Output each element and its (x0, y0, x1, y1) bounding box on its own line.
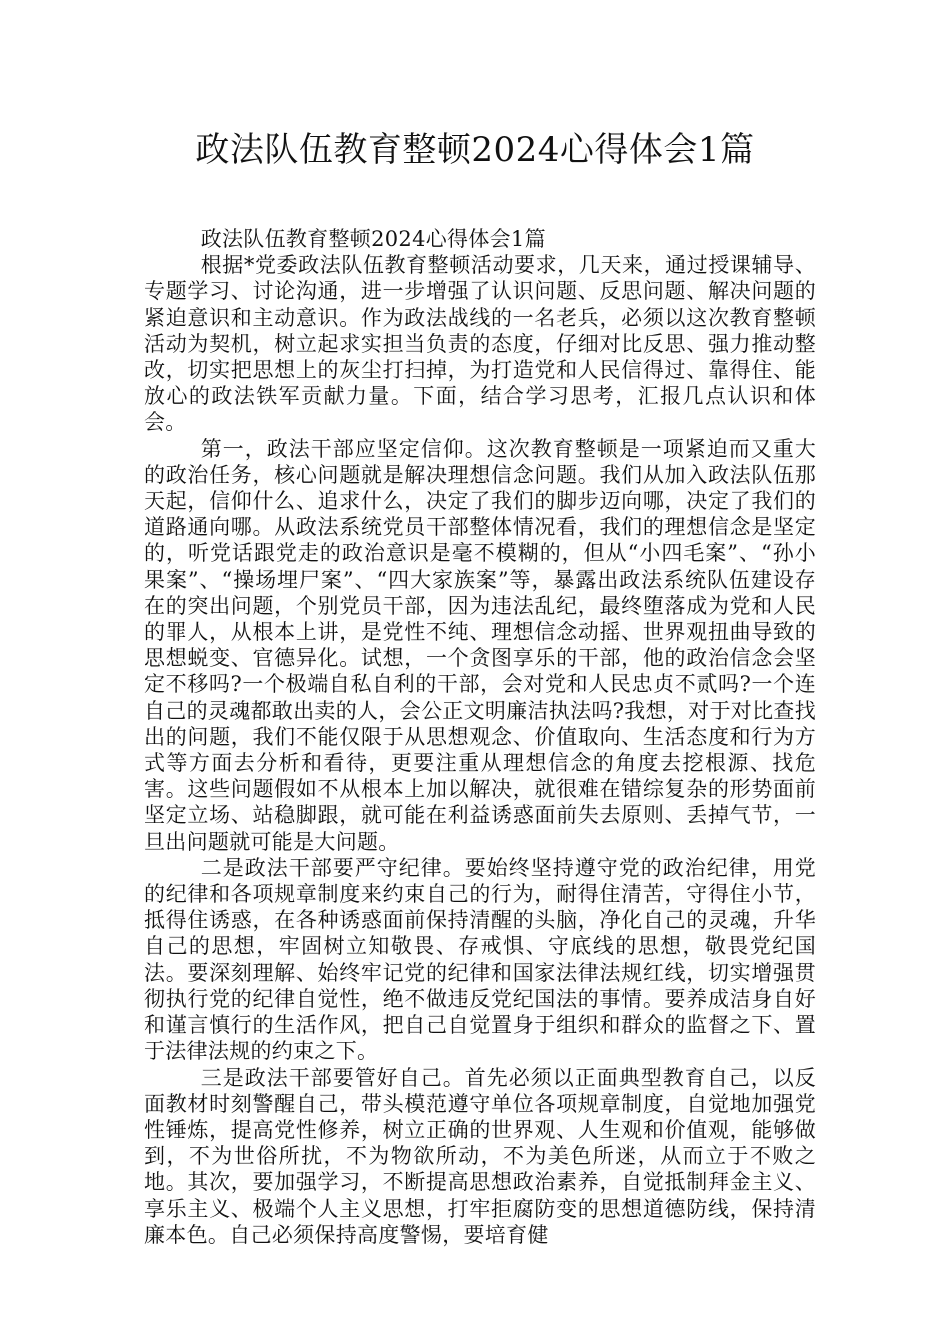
subtitle-paragraph: 政法队伍教育整顿2024心得体会1篇 (200, 227, 546, 251)
paragraph-second-point: 二是政法干部要严守纪律。要始终坚持遵守党的政治纪律，用党的纪律和各项规章制度来约束自己的行为，耐得住清苦，守得住小节，抵得住诱惑，在各种诱惑面前保持清醒的头脑，净化自己的灵魂，升华自己的思想，牢固树立知敬畏、存戒惧、守底线的思想，敬畏党纪国法。要深刻理解、始终牢记党的纪律和国家法律法规红线，切实增强贯彻执行党的纪律自觉性，绝不做违反党纪国法的事情。要养成洁身自好和谨言慎行的生活作风，把自己自觉置身于组织和群众的监督之下、置于法律法规的约束之下。 (144, 855, 816, 1064)
document-title: 政法队伍教育整顿2024心得体会1篇 (195, 130, 755, 170)
paragraph-third-point: 三是政法干部要管好自己。首先必须以正面典型教育自己，以反面教材时刻警醒自己，带头模范遵守单位各项规章制度，自觉地加强党性锤炼，提高党性修养，树立正确的世界观、人生观和价值观，能够做到，不为世俗所扰，不为物欲所动，不为美色所迷，从而立于不败之地。其次，要加强学习，不断提高思想政治素养，自觉抵制拜金主义、享乐主义、极端个人主义思想，打牢拒腐防变的思想道德防线，保持清廉本色。自己必须保持高度警惕，要培育健 (144, 1065, 816, 1247)
paragraph-first-point: 第一，政法干部应坚定信仰。这次教育整顿是一项紧迫而又重大的政治任务，核心问题就是解决理想信念问题。我们从加入政法队伍那天起，信仰什么、追求什么，决定了我们的脚步迈向哪，决定了我们的道路通向哪。从政法系统党员干部整体情况看，我们的理想信念是坚定的，听党话跟党走的政治意识是毫不模糊的，但从“小四毛案”、“孙小果案”、“操场埋尸案”、“四大家族案”等，暴露出政法系统队伍建设存在的突出问题，个别党员干部，因为违法乱纪，最终堕落成为党和人民的罪人，从根本上讲，是党性不纯、理想信念动摇、世界观扭曲导致的思想蜕变、官德异化。试想，一个贪图享乐的干部，他的政治信念会坚定不移吗?一个极端自私自利的干部，会对党和人民忠贞不贰吗?一个连自己的灵魂都敢出卖的人，会公正文明廉洁执法吗?我想，对于对比查找出的问题，我们不能仅限于从思想观念、价值取向、生活态度和行为方式等方面去分析和看待，更要注重从理想信念的角度去挖根源、找危害。这些问题假如不从根本上加以解决，就很难在错综复杂的形势面前坚定立场、站稳脚跟，就可能在利益诱惑面前失去原则、丢掉气节，一旦出问题就可能是大问题。 (144, 436, 816, 854)
paragraph-intro: 根据*党委政法队伍教育整顿活动要求，几天来，通过授课辅导、专题学习、讨论沟通，进一步增强了认识问题、反思问题、解决问题的紧迫意识和主动意识。作为政法战线的一名老兵，必须以这次教育整顿活动为契机，树立起求实担当负责的态度，仔细对比反思、强力推动整改，切实把思想上的灰尘打扫掉，为打造党和人民信得过、靠得住、能放心的政法铁军贡献力量。下面，结合学习思考，汇报几点认识和体会。 (144, 253, 816, 435)
document-body (144, 226, 816, 1248)
